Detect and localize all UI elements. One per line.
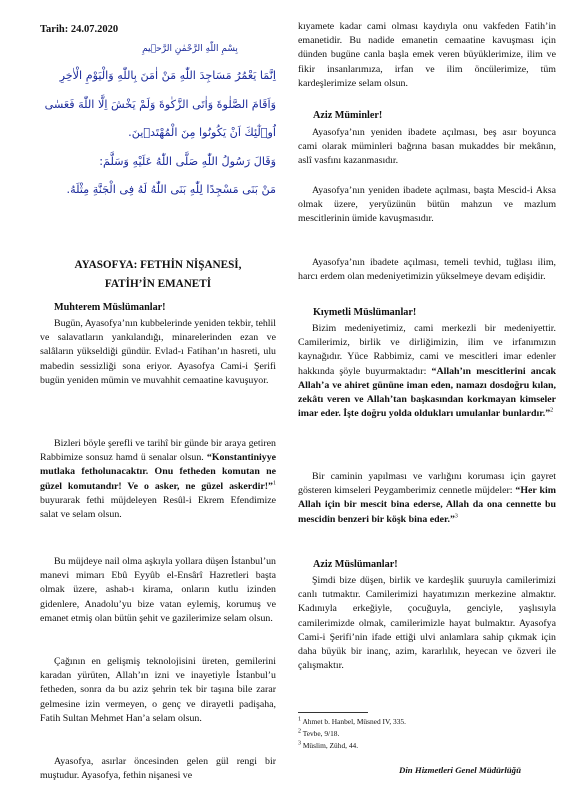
paragraph-4: Çağının en gelişmiş teknolojisini üreten, gemilerini karadan yürüten, Allah’ın izni ve inayetiyle İstanbul’u fetheden, sonra da bu aziz şehrin tek bir taşına bile zarar gelmesine izin vermeyen, o genç ve dirayetli padişaha, Fatih Sultan Mehmet Han’a selam olsun. [40, 656, 276, 724]
paragraph-9: Bizim medeniyetimiz, cami merkezli bir medeniyettir. Camilerimiz, birlik ve dirliğimizin, ilim ve irfanımızın kaynağıdır. Yüce Rabbimiz, cami ve mescitleri imar edenler hakkında şöyle buyurmaktadır: “Allah’ın mescitlerini ancak Allah’a ve ahiret gününe iman eden, namazı dosdoğru kılan, zekâtı veren ve Allah’tan başkasından korkmayan kimseler imar eder. İşte doğru yolda oldukları umulanlar bunlardır.”$^2$ [298, 323, 557, 420]
hadith-quote-2: “Her kim Allah için bir mescit bina ederse, Allah da ona cennette bu mescidin benzeri bir köşk bina eder.” [298, 485, 556, 525]
footnote-ref: 2 [550, 407, 554, 414]
arabic-line: وَاَقَامَ الصَّلٰوةَ وَاٰتَى الزَّكٰوةَ وَلَمْ يَخْشَ اِلَّا اللّٰهَ فَعَسٰى [44, 97, 276, 111]
arabic-line: مَنْ بَنَى مَسْجِدًا لِلّٰهِ بَنَى اللّٰهُ لَهُ فِى الْجَنَّةِ مِثْلَهُ. [66, 183, 276, 196]
paragraph-7: Ayasofya’nın yeniden ibadete açılması, başta Mescid-i Aksa olmak üzere, yeryüzünün bütün mahzun ve mazlum mescitlerinin ümide kavuşmasıdır. [298, 185, 556, 225]
arabic-line: اُو۬لٰٓئِكَ اَنْ يَكُونُوا مِنَ الْمُهْتَد۪ينَ. [128, 126, 276, 139]
hadith-quote-1: “Konstantiniyye mutlaka fetholunacaktır. Onu fetheden komutan ne güzel komutandır! Ve o asker, ne güzel askerdir!” [40, 452, 277, 492]
heading-aziz-mu-minler: Aziz Müminler! [313, 110, 383, 121]
paragraph-11: Şimdi bize düşen, birlik ve kardeşlik şuuruyla camilerimizi canlı tutmaktır. Camilerimizi hayatımızın merkezine almaktır. Kadınıyla erkeğiyle, çocuğuyla, genciyle, yaşlısıyla camilerimizde olmak, camilerimizle hayat bulmaktır. Ayasofya Cami-i Şerifi’nin ifade ettiği ulvi anlamlara sahip çıkmak için daha büyük bir inanç, azim, kararlılık, heyecan ve özveri ile çalışmaktır. [298, 575, 556, 672]
arabic-line: اِنَّمَا يَعْمُرُ مَسَاجِدَ اللّٰهِ مَنْ اٰمَنَ بِاللّٰهِ وَالْيَوْمِ الْاٰخِرِ [59, 69, 276, 82]
paragraph-6: Ayasofya’nın yeniden ibadete açılması, beş asır boyunca cami olarak müminleri bağrına basan mukaddes bir mekânın, aslî vasfını kazanmasıdır. [298, 127, 556, 167]
paragraph-10: Bir caminin yapılması ve varlığını koruması için gayret gösteren kimseleri Peygamberimiz cennetle müjdeler: “Her kim Allah için bir mescit bina ederse, Allah da ona cennette bu mescidin benzeri bir köşk bina eder.”$^3$ [298, 471, 556, 525]
arabic-verse-block [40, 62, 276, 205]
paragraph-2: Bizleri böyle şerefli ve tarihî bir günde bir araya getiren Rabbimize sonsuz hamd ü senalar olsun. “Konstantiniyye mutlaka fetholunacaktır. Onu fetheden komutan ne güzel komutandır! Ve o asker, ne güzel askerdir!”$^1$ buyurarak fethi müjdeleyen Resûl-i Ekrem Efendimize salat ve selam olsun. [40, 438, 277, 521]
arabic-line: وَقَالَ رَسُولُ اللّٰهِ صَلَّى اللّٰهُ عَلَيْهِ وَسَلَّمَ: [99, 154, 276, 168]
paragraph-5-start: Ayasofya, asırlar öncesinden gelen gül rengi bir muştudur. Ayasofya, fethin nişanesi ve [40, 756, 276, 782]
paragraph-5-continued: kıyamete kadar cami olması kaydıyla onu vakfeden Fatih’in emanetidir. Bu nadide emanetin cemaatine kavuşması için dünden bugüne canla başla emek veren büyüklerimize, ilim ve fikir insanlarımıza, irfan ve ilim öncülerimize, tüm kardeşlerimize selam olsun. [298, 21, 556, 89]
footnote-1: $^1$ Ahmet b. Hanbel, Müsned IV, 335. [298, 716, 406, 726]
footnote-ref: 3 [454, 513, 458, 520]
heading-aziz-muslumanlar: Aziz Müslümanlar! [313, 559, 398, 570]
heading-kiymetli: Kıymetli Müslümanlar! [313, 307, 417, 318]
publisher-footer: Din Hizmetleri Genel Müdürlüğü [399, 765, 521, 775]
paragraph-8: Ayasofya’nın ibadete açılması, temeli tevhid, tuğlası ilim, harcı erdem olan medeniyetimizin yükselmeye devam edişidir. [298, 257, 556, 283]
footnote-3: $^3$ Müslim, Zühd, 44. [298, 740, 359, 750]
basmala-calligraphy: بِسْمِ اللّٰهِ الرَّحْمٰنِ الرَّح۪يمِ [142, 44, 238, 54]
paragraph-1: Bugün, Ayasofya’nın kubbelerinde yeniden tekbir, tehlil ve salavatların yankılandığı, minarelerinden ezan ve salâların yükseldiği gündür. Evlad-ı Fatihan’ın hasreti, ulu mabedin sessizliği sona eriyor. Ayasofya Cami-i Şerifi bugün yeniden mümin ve muvahhit cemaatine kavuşuyor. [40, 318, 276, 386]
title-line-1: AYASOFYA: FETHİN NİŞANESİ, [74, 259, 242, 271]
footnote-2: $^2$ Tevbe, 9/18. [298, 728, 340, 738]
sermon-title [40, 256, 276, 294]
paragraph-3: Bu müjdeye nail olma aşkıyla yollara düşen İstanbul’un manevi mimarı Ebû Eyyûb el-Ensârî Hazretleri başta olmak üzere, ashab-ı kirama, onların kutlu izinden gidenlere, Anadolu’yu bize vatan eylemiş, korumuş ve emanet etmiş olan bütün şehit ve gazilerimize selam olsun. [40, 556, 276, 624]
verse-quote: “Allah’ın mescitlerini ancak Allah’a ve ahiret gününe iman eden, namazı dosdoğru kılan, zekâtı veren ve Allah’tan başkasından korkmayan kimseler imar eder. İşte doğru yolda oldukları umulanlar bunlardır.” [298, 365, 557, 420]
date-label: Tarih: 24.07.2020 [40, 24, 119, 35]
footnote-ref: 1 [273, 480, 276, 487]
footnote-divider [298, 712, 368, 713]
heading-muhterem: Muhterem Müslümanlar! [54, 302, 166, 313]
title-line-2: FATİH’İN EMANETİ [104, 278, 212, 290]
